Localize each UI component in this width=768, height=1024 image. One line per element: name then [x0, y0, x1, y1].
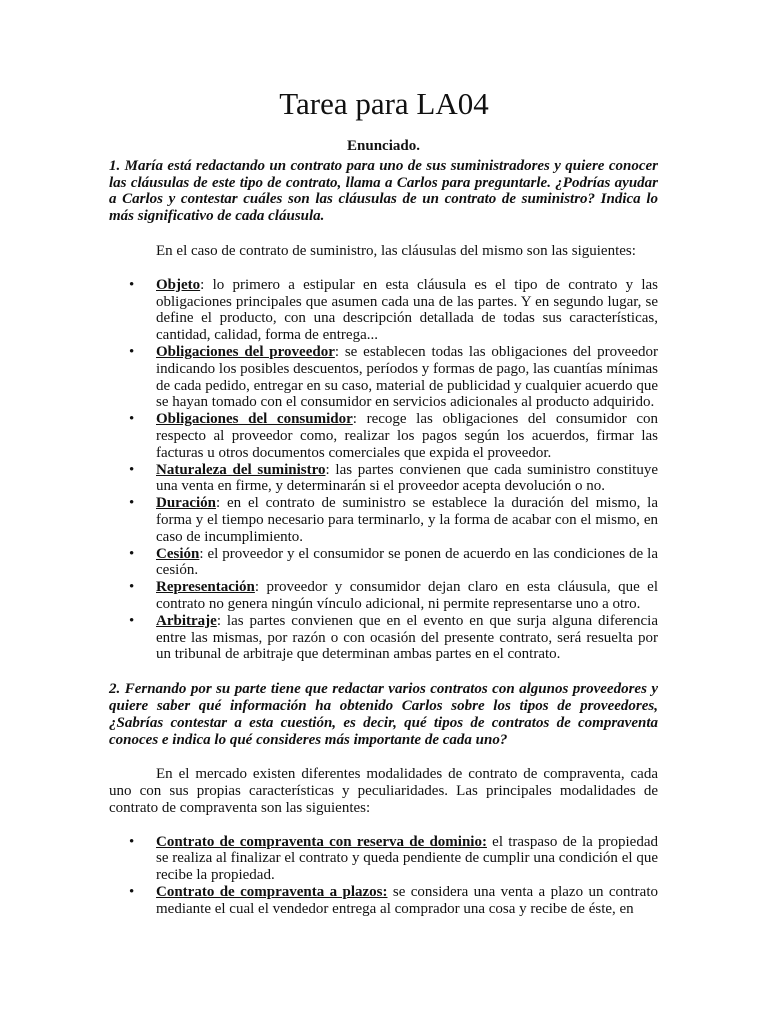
clause-item	[109, 462, 658, 496]
bullet-icon: •	[129, 495, 135, 512]
contract-type-item	[109, 834, 658, 884]
list-item-separator: :	[325, 461, 330, 478]
list-item-text: en el contrato de suministro se establece la duración del mismo, la forma y el tiempo necesario para terminarlo, y la forma de acabar con el mismo, en caso de incumplimiento.	[156, 495, 658, 545]
intro-paragraph-1: En el caso de contrato de suministro, las cláusulas del mismo son las siguientes:	[156, 242, 636, 259]
list-item-text: el proveedor y el consumidor se ponen de acuerdo en las condiciones de la cesión.	[156, 545, 658, 579]
bullet-icon: •	[129, 579, 135, 596]
list-item-separator: :	[352, 411, 357, 428]
clauses-list	[109, 277, 658, 663]
list-item-text: se considera una venta a plazo un contrato mediante el cual el vendedor entrega al comprador una cosa y recibe de éste, en	[156, 884, 658, 917]
clause-item	[109, 411, 658, 461]
bullet-icon: •	[129, 343, 135, 360]
list-item-term: Duración	[156, 495, 216, 512]
list-item-separator: :	[199, 545, 204, 562]
bullet-icon: •	[129, 461, 135, 478]
intro-paragraph-2: En el mercado existen diferentes modalidades de contrato de compraventa, cada uno con sus propias características y peculiaridades. Las principales modalidades de contrato de compraventa son las siguientes:	[109, 766, 658, 816]
bullet-icon: •	[129, 884, 135, 901]
list-item-text: proveedor y consumidor dejan claro en esta cláusula, que el contrato no genera ningún vínculo adicional, ni permite representarse uno a otro.	[156, 579, 658, 612]
list-item-text: el traspaso de la propiedad se realiza al finalizar el contrato y queda pendiente de cumplir una condición el que recibe la propiedad.	[156, 833, 658, 884]
clause-item	[109, 344, 658, 411]
list-item-term: Arbitraje	[156, 612, 217, 629]
list-item-text: recoge las obligaciones del consumidor con respecto al proveedor como, realizar los pagos según los acuerdos, firmar las facturas u otros documentos comerciales que expida el proveedor.	[156, 411, 658, 461]
document-body	[109, 138, 658, 918]
list-item-separator: :	[334, 343, 340, 360]
bullet-icon: •	[129, 545, 135, 562]
bullet-icon: •	[129, 612, 135, 629]
page-title: Tarea para LA04	[279, 86, 489, 121]
list-item-term: Contrato de compraventa a plazos:	[156, 884, 388, 901]
list-item-separator: :	[216, 612, 221, 629]
list-item-term: Obligaciones del consumidor	[156, 411, 353, 428]
contract-types-list	[109, 834, 658, 918]
list-item-separator: :	[216, 495, 221, 512]
list-item-term: Cesión	[156, 545, 200, 562]
clause-item	[109, 613, 658, 663]
list-item-text: las partes convienen que en el evento en que surja alguna diferencia entre las mismas, por razón o con ocasión del presente contrato, será resuelta por un tribunal de arbitraje que determinan ambas partes en el contrato.	[156, 612, 658, 663]
list-item-term: Contrato de compraventa con reserva de dominio:	[156, 833, 487, 850]
clause-item	[109, 546, 658, 580]
clause-item	[109, 495, 658, 545]
bullet-icon: •	[129, 411, 135, 428]
list-item-separator: :	[254, 579, 260, 596]
list-item-text: lo primero a estipular en esta cláusula es el tipo de contrato y las obligaciones principales que asumen cada una de las partes. Y en segundo lugar, se define el producto, con una descripción detallada de todas sus características, cantidad, calidad, forma de entrega...	[156, 276, 658, 344]
list-item-text: las partes convienen que cada suministro constituye una venta en firme, y determinarán si el proveedor acepta devolución o no.	[156, 461, 658, 495]
bullet-icon: •	[129, 833, 135, 850]
bullet-icon: •	[129, 276, 135, 293]
clause-item	[109, 277, 658, 344]
list-item-term: Naturaleza del suministro	[156, 461, 326, 478]
clause-item	[109, 579, 658, 613]
list-item-term: Obligaciones del proveedor	[156, 343, 335, 360]
list-item-term: Objeto	[156, 276, 201, 293]
list-item-term: Representación	[156, 579, 255, 596]
list-item-text: se establecen todas las obligaciones del proveedor indicando los posibles descuentos, períodos y formas de pago, las cuantías mínimas de cada pedido, entregar en su caso, material de publicidad y cualquier acuerdo que se hayan tomado con el consumidor en servicios adicionales al producto adquirido.	[156, 343, 658, 411]
section-subtitle: Enunciado.	[347, 138, 420, 154]
question-2: 2. Fernando por su parte tiene que redactar varios contratos con algunos proveedores y quiere saber qué información ha obtenido Carlos sobre los tipos de proveedores, ¿Sabrías contestar a esta cuestión, es decir, qué tipos de contratos de compraventa conoces e indica lo qué consideres más importante de cada uno?	[109, 681, 658, 748]
list-item-separator: :	[200, 276, 205, 293]
question-1: 1. María está redactando un contrato para uno de sus suministradores y quiere conocer las cláusulas de este tipo de contrato, llama a Carlos para preguntarle. ¿Podrías ayudar a Carlos y contestar cuáles son las cláusulas de un contrato de suministro? Indica lo más significativo de cada cláusula.	[109, 157, 658, 225]
contract-type-item	[109, 884, 658, 918]
